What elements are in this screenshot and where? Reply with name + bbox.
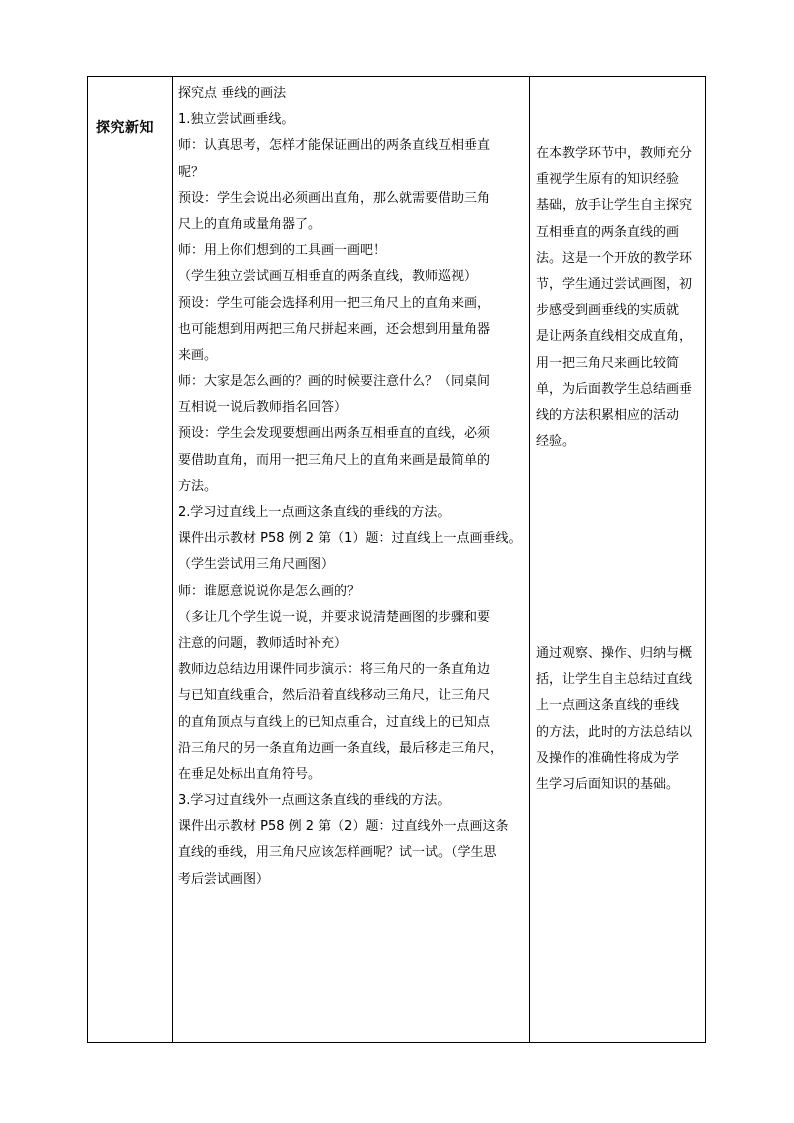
- text-line: 要借助直角，而用一把三角尺上的直角来画是最简单的: [178, 452, 491, 468]
- text-line: 与已知直线重合，然后沿着直线移动三角尺，让三角尺: [178, 688, 491, 704]
- text-line: 师：认真思考，怎样才能保证画出的两条直线互相垂直: [178, 138, 491, 154]
- note-line: 节，学生通过尝试画图，初: [536, 276, 693, 292]
- text-line: （学生尝试用三角尺画图）: [178, 557, 335, 573]
- text-line: （多让几个学生说一说，并要求说清楚画图的步骤和要: [178, 609, 491, 625]
- note-line: 互相垂直的两条直线的画: [536, 224, 680, 240]
- note-line: 在本教学环节中，教师充分: [536, 146, 693, 161]
- text-line: 预设：学生会说出必须画出直角，那么就需要借助三角: [178, 190, 491, 206]
- text-line: 预设：学生会发现要想画出两条互相垂直的直线，必须: [178, 426, 491, 442]
- note-line: 单，为后面教学生总结画垂: [536, 381, 693, 397]
- column-divider-1: [172, 77, 173, 1042]
- note-line: 基础，放手让学生自主探究: [536, 198, 693, 214]
- text-line: 预设：学生可能会选择利用一把三角尺上的直角来画，: [178, 295, 491, 311]
- note-line: 的方法，此时的方法总结以: [536, 724, 693, 740]
- teaching-process-cell: [178, 81, 528, 893]
- text-line: 来画。: [178, 347, 218, 363]
- text-line: 呢？: [178, 164, 205, 180]
- text-line: 也可能想到用两把三角尺拼起来画，还会想到用量角器: [178, 321, 491, 337]
- text-line: 尺上的直角或量角器了。: [178, 216, 322, 232]
- text-line: 师：谁愿意说说你是怎么画的？: [178, 583, 361, 599]
- text-line: 课件出示教材 P58 例 2 第（1）题：过直线上一点画垂线。: [178, 531, 522, 547]
- text-line: 考后尝试画图）: [178, 871, 270, 887]
- text-line: 2.学习过直线上一点画这条直线的垂线的方法。: [178, 505, 451, 520]
- note-line: 生学习后面知识的基础。: [536, 776, 680, 792]
- text-line: 课件出示教材 P58 例 2 第（2）题：过直线外一点画这条: [178, 819, 509, 835]
- note-line: 及操作的准确性将成为学: [536, 750, 680, 766]
- text-line: 教师边总结边用课件同步演示：将三角尺的一条直角边: [178, 662, 491, 678]
- text-line: 注意的问题，教师适时补充）: [178, 635, 348, 651]
- text-line: 师：用上你们想到的工具画一画吧！: [178, 243, 387, 259]
- text-line: 3.学习过直线外一点画这条直线的垂线的方法。: [178, 793, 451, 809]
- text-line: 的直角顶点与直线上的已知点重合，过直线上的已知点: [178, 714, 491, 730]
- note-line: 用一把三角尺来画比较简: [536, 355, 680, 371]
- design-note-2: [536, 641, 706, 798]
- text-line: 探究点 垂线的画法: [178, 86, 287, 101]
- note-line: 括，让学生自主总结过直线: [536, 672, 693, 688]
- text-line: （学生独立尝试画互相垂直的两条直线，教师巡视）: [178, 269, 478, 285]
- text-line: 沿三角尺的另一条直角边画一条直线，最后移走三角尺，: [178, 740, 504, 756]
- design-note-1: [536, 141, 706, 455]
- text-line: 在垂足处标出直角符号。: [178, 766, 322, 782]
- text-line: 直线的垂线，用三角尺应该怎样画呢？试一试。（学生思: [178, 845, 497, 861]
- note-line: 上一点画这条直线的垂线: [536, 698, 680, 714]
- section-label: 探究新知: [96, 120, 154, 136]
- note-line: 通过观察、操作、归纳与概: [536, 646, 693, 661]
- note-line: 步感受到画垂线的实质就: [536, 303, 680, 319]
- text-line: 师：大家是怎么画的？画的时候要注意什么？（同桌间: [178, 374, 491, 390]
- column-divider-2: [529, 77, 530, 1042]
- text-line: 方法。: [178, 478, 218, 494]
- text-line: 1.独立尝试画垂线。: [178, 112, 295, 128]
- note-line: 经验。: [536, 434, 576, 450]
- note-line: 法。这是一个开放的教学环: [536, 250, 693, 266]
- lesson-table: [87, 76, 706, 1043]
- note-line: 重视学生原有的知识经验: [536, 172, 680, 188]
- text-line: 互相说一说后教师指名回答）: [178, 400, 348, 416]
- note-line: 线的方法积累相应的活动: [536, 407, 680, 423]
- note-line: 是让两条直线相交成直角，: [536, 329, 693, 345]
